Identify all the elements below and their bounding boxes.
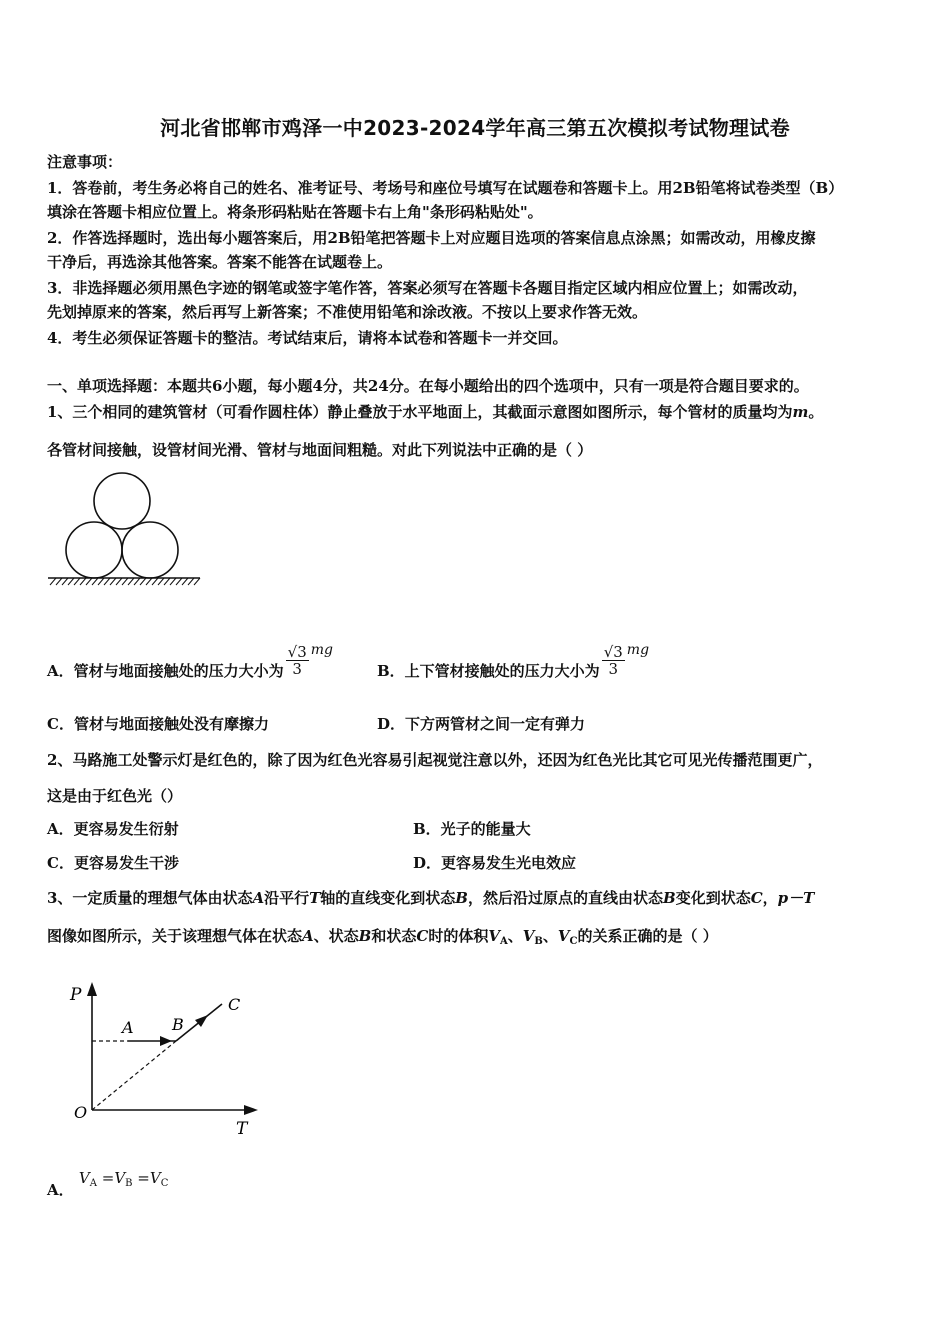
pipe-bottom-left	[66, 522, 122, 578]
q3-stem-line-1: 3、一定质量的理想气体由状态A沿平行T轴的直线变化到状态B，然后沿过原点的直线由状态B变化到状态C，p－T	[47, 889, 815, 907]
notice-line-2: 填涂在答题卡相应位置上。将条形码粘贴在答题卡右上角"条形码粘贴处"。	[47, 203, 543, 221]
q2-option-a: A．更容易发生衍射	[47, 820, 179, 838]
notice-line-4: 干净后，再选涂其他答案。答案不能答在试题卷上。	[47, 253, 393, 271]
t-axis-arrow-icon	[244, 1105, 258, 1115]
label-a: A	[122, 1018, 134, 1037]
pipe-top	[94, 473, 150, 529]
label-p: P	[70, 985, 82, 1005]
q1-stem-line-1: 1、三个相同的建筑管材（可看作圆柱体）静止叠放于水平地面上，其截面示意图如图所示，每个管材的质量均为m。	[47, 403, 824, 421]
page-title: 河北省邯郸市鸡泽一中2023-2024学年高三第五次模拟考试物理试卷	[160, 116, 790, 140]
notice-line-7: 4．考生必须保证答题卡的整洁。考试结束后，请将本试卷和答题卡一并交回。	[47, 329, 568, 347]
arrow-b-c-icon	[195, 1015, 208, 1027]
notice-line-6: 先划掉原来的答案，然后再写上新答案；不准使用铅笔和涂改液。不按以上要求作答无效。	[47, 303, 648, 321]
notice-heading: 注意事项：	[47, 153, 123, 171]
q1-option-b: B．上下管材接触处的压力大小为 $\frac{√3}{3}$ mg	[377, 642, 650, 680]
q1-option-a-fraction: $\frac{√3}{3}$	[287, 642, 307, 678]
pt-graph	[62, 976, 272, 1146]
p-axis-arrow-icon	[87, 982, 97, 996]
notice-line-5: 3．非选择题必须用黑色字迹的钢笔或签字笔作答，答案必须写在答题卡各题目指定区域内相应位置上；如需改动，	[47, 279, 808, 297]
q2-option-d: D．更容易发生光电效应	[413, 854, 577, 872]
ground-hatch	[50, 578, 200, 585]
dashed-origin-guide	[92, 1041, 176, 1110]
q2-option-c: C．更容易发生干涉	[47, 854, 179, 872]
notice-line-1: 1．答卷前，考生务必将自己的姓名、准考证号、考场号和座位号填写在试题卷和答题卡上。用2B铅笔将试卷类型（B）	[47, 179, 844, 197]
q1-stem-line-2: 各管材间接触，设管材间光滑、管材与地面间粗糙。对此下列说法中正确的是（ ）	[47, 441, 593, 459]
q1-option-d: D．下方两管材之间一定有弹力	[377, 715, 586, 733]
pipe-bottom-right	[122, 522, 178, 578]
q3-stem-line-2: 图像如图所示，关于该理想气体在状态A、状态B和状态C时的体积$V_A$、$V_B$、$V_C$的关系正确的是（ ）	[47, 927, 718, 947]
label-b: B	[172, 1015, 184, 1034]
label-o: O	[74, 1103, 88, 1122]
q1-option-a: A．管材与地面接触处的压力大小为 $\frac{√3}{3}$ mg	[47, 642, 333, 680]
label-c: C	[228, 995, 241, 1014]
q2-stem-line-2: 这是由于红色光（）	[47, 787, 183, 805]
notice-line-3: 2．作答选择题时，选出每小题答案后，用2B铅笔把答题卡上对应题目选项的答案信息点涂黑；如需改动，用橡皮擦	[47, 229, 816, 247]
q1-option-c: C．管材与地面接触处没有摩擦力	[47, 715, 269, 733]
section-heading: 一、单项选择题：本题共6小题，每小题4分，共24分。在每小题给出的四个选项中，只有一项是符合题目要求的。	[47, 377, 809, 395]
q2-stem-line-1: 2、马路施工处警示灯是红色的，除了因为红色光容易引起视觉注意以外，还因为红色光比其它可见光传播范围更广，	[47, 751, 823, 769]
pipes-figure	[44, 472, 204, 590]
arrow-a-b-icon	[160, 1036, 172, 1046]
q2-option-b: B．光子的能量大	[413, 820, 531, 838]
q3-option-a: A． $V_A =V_B =V_C$	[47, 1169, 169, 1199]
label-t: T	[236, 1119, 248, 1139]
q1-option-b-fraction: $\frac{√3}{3}$	[603, 642, 623, 678]
